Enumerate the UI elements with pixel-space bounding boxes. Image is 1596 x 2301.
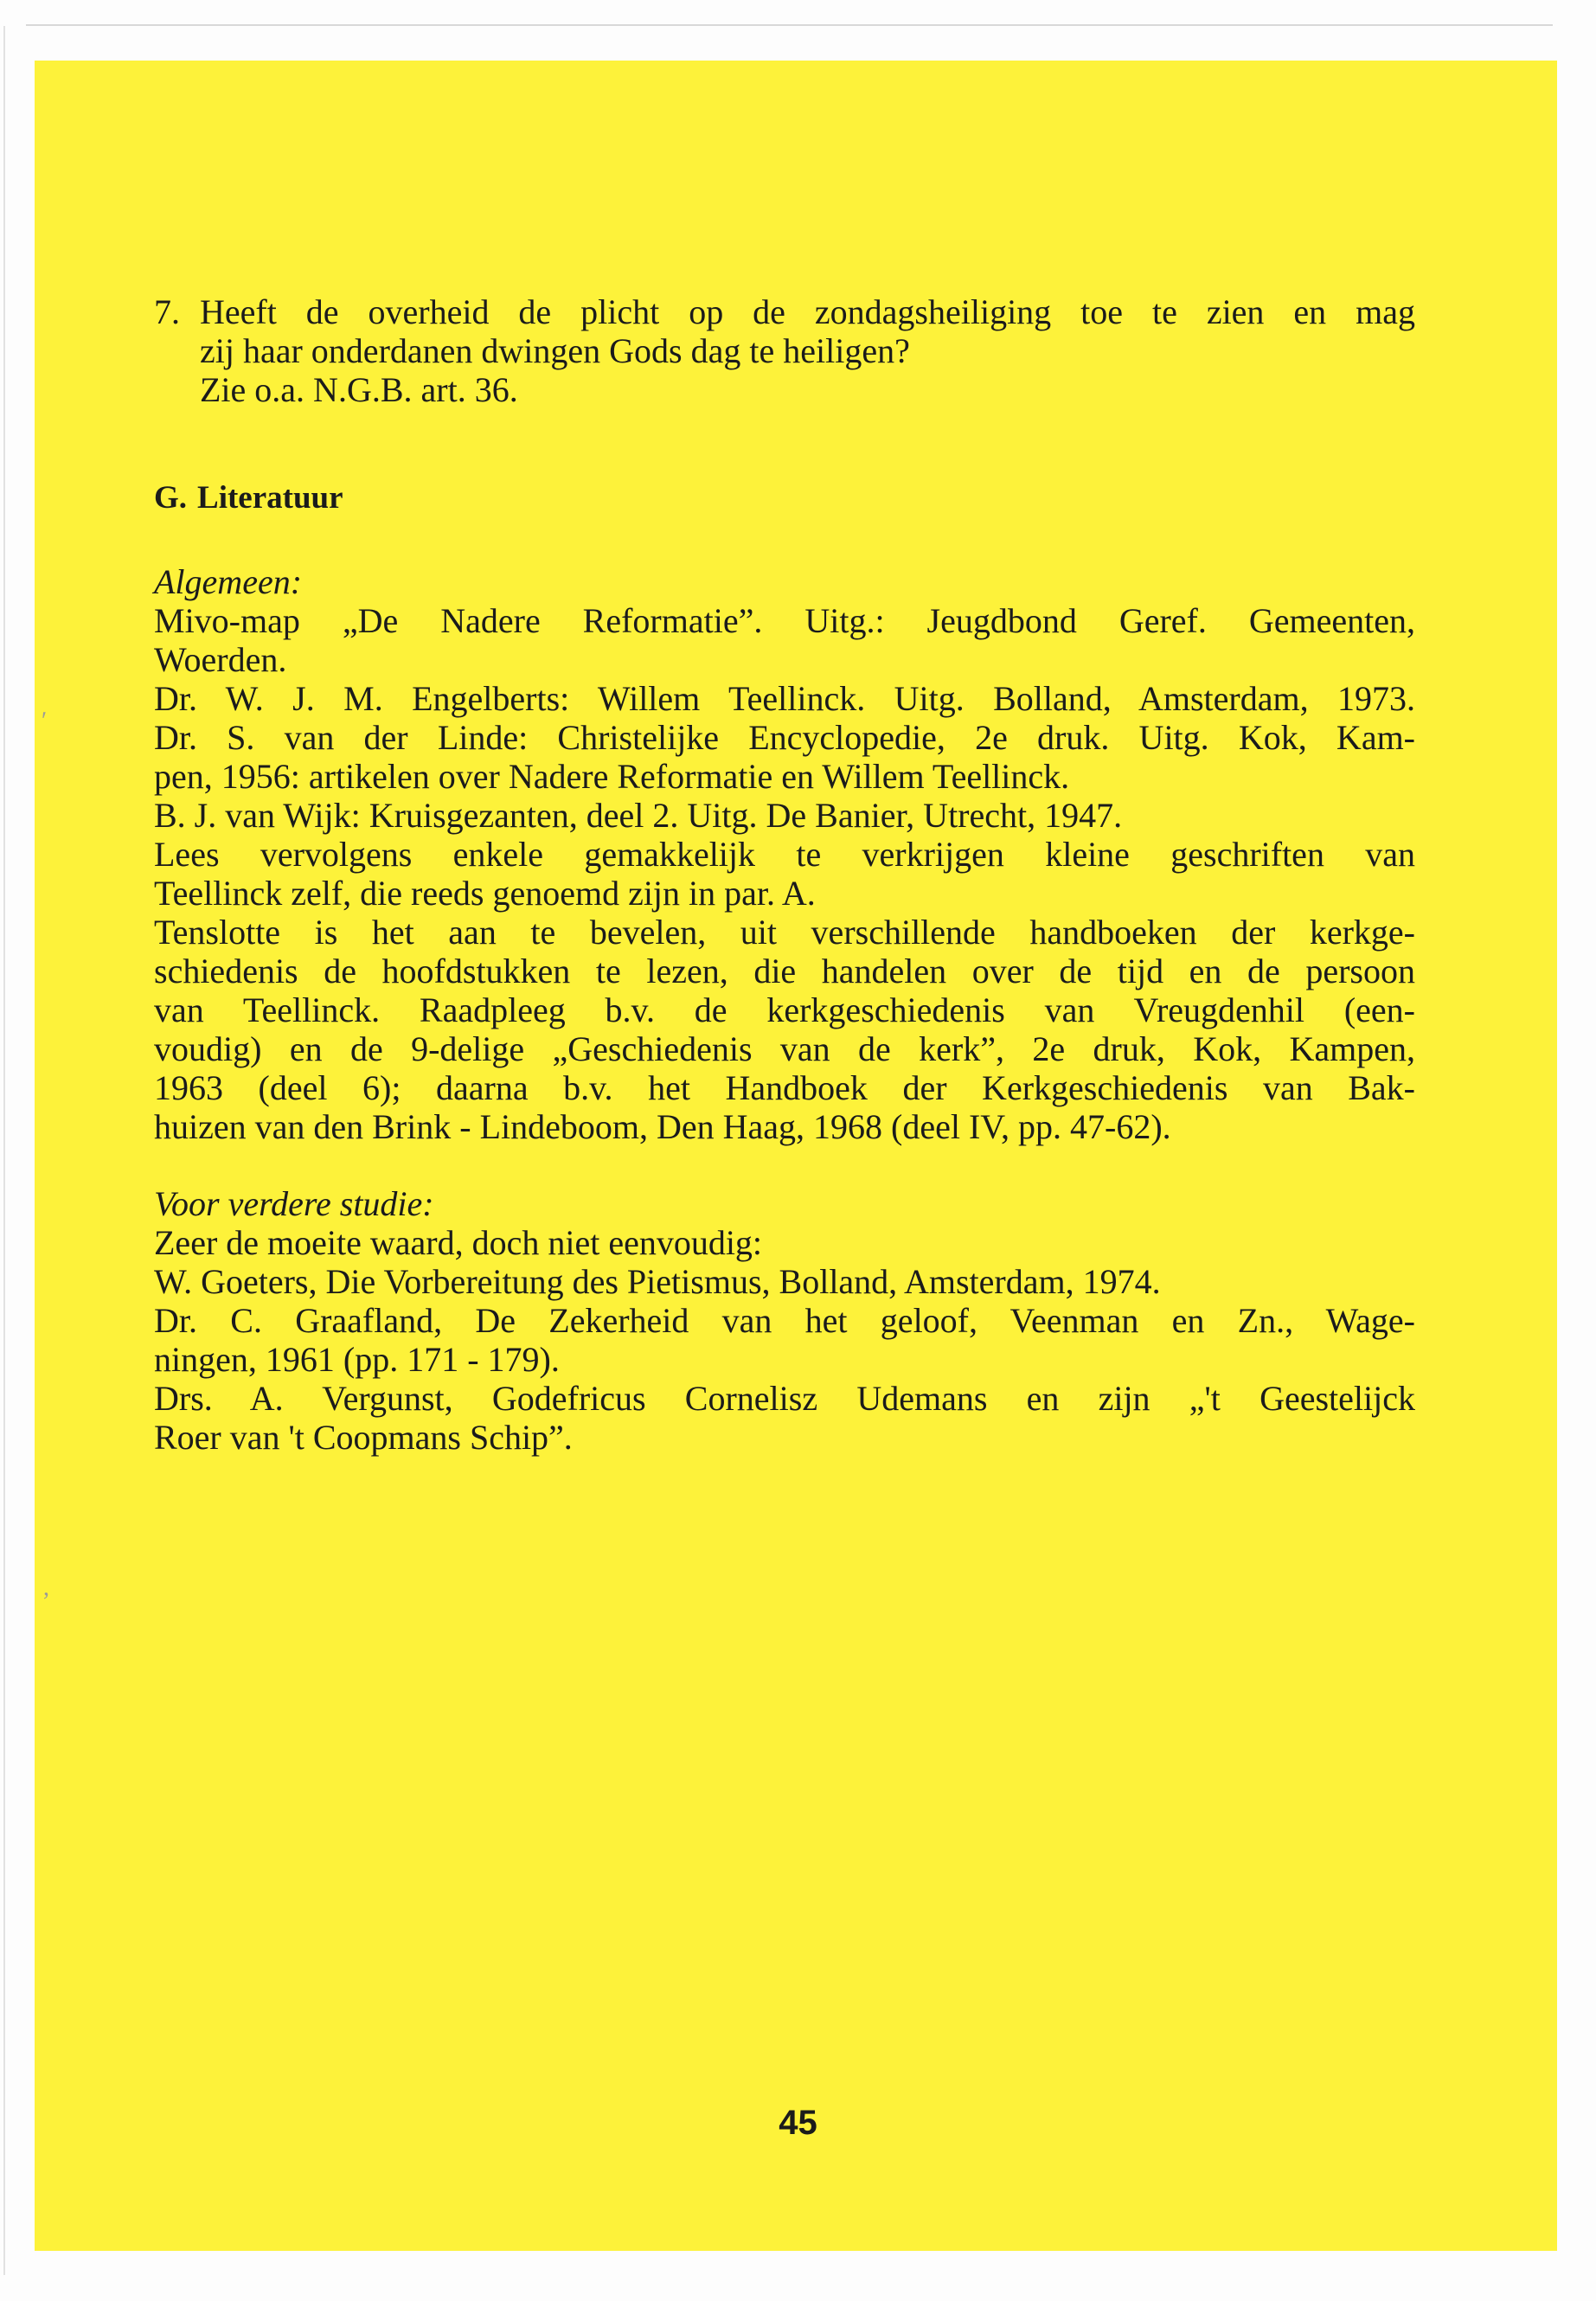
general-heading: Algemeen: — [154, 562, 303, 601]
literature-line: Lees vervolgens enkele gemakkelijk te verkrijgen kleine geschriften van — [154, 835, 1415, 874]
scan-speck-mark: ʹ — [42, 708, 48, 734]
literature-line: pen, 1956: artikelen over Nadere Reformatie en Willem Teellinck. — [154, 757, 1070, 796]
further-study-heading: Voor verdere studie: — [154, 1184, 434, 1223]
literature-line: van Teellinck. Raadpleeg b.v. de kerkgeschiedenis van Vreugdenhil (een- — [154, 990, 1415, 1029]
literature-line: Drs. A. Vergunst, Godefricus Cornelisz Udemans en zijn „'t Geestelijck — [154, 1379, 1415, 1418]
literature-line: Zeer de moeite waard, doch niet eenvoudig: — [154, 1223, 763, 1262]
literature-line: ningen, 1961 (pp. 171 - 179). — [154, 1340, 560, 1379]
further-literature — [154, 1223, 1415, 1457]
question-line: zij haar onderdanen dwingen Gods dag te heiligen? — [200, 331, 910, 370]
literature-line: Tenslotte is het aan te bevelen, uit verschillende handboeken der kerkge- — [154, 913, 1415, 952]
literature-line: voudig) en de 9-delige „Geschiedenis van de kerk”, 2e druk, Kok, Kampen, — [154, 1029, 1415, 1068]
literature-line: B. J. van Wijk: Kruisgezanten, deel 2. Uitg. De Banier, Utrecht, 1947. — [154, 796, 1123, 835]
literature-line: 1963 (deel 6); daarna b.v. het Handboek der Kerkgeschiedenis van Bak- — [154, 1068, 1415, 1107]
literature-line: huizen van den Brink - Lindeboom, Den Haag, 1968 (deel IV, pp. 47-62). — [154, 1107, 1171, 1146]
literature-line: Dr. S. van der Linde: Christelijke Encyclopedie, 2e druk. Uitg. Kok, Kam- — [154, 718, 1415, 757]
literature-line: schiedenis de hoofdstukken te lezen, die handelen over de tijd en de persoon — [154, 952, 1415, 990]
literature-line: W. Goeters, Die Vorbereitung des Pietismus, Bolland, Amsterdam, 1974. — [154, 1262, 1161, 1301]
question-reference: Zie o.a. N.G.B. art. 36. — [200, 370, 518, 409]
scan-edge-top — [26, 24, 1553, 26]
literature-line: Teellinck zelf, die reeds genoemd zijn in par. A. — [154, 874, 816, 913]
literature-line: Dr. C. Graafland, De Zekerheid van het geloof, Veenman en Zn., Wage- — [154, 1301, 1415, 1340]
section-letter: G. — [154, 480, 188, 516]
question-line: Heeft de overheid de plicht op de zondagsheiliging toe te zien en mag — [200, 292, 1415, 331]
literature-line: Dr. W. J. M. Engelberts: Willem Teellinck. Uitg. Bolland, Amsterdam, 1973. — [154, 679, 1415, 718]
question-text — [200, 292, 1415, 409]
study-question — [154, 292, 1415, 409]
page-number: 45 — [779, 2104, 817, 2142]
page-content — [154, 289, 1415, 1457]
scan-edge-left — [3, 26, 5, 2275]
section-heading — [154, 478, 1415, 517]
general-literature — [154, 601, 1415, 1146]
question-number: 7. — [154, 292, 180, 331]
literature-line: Woerden. — [154, 640, 287, 679]
literature-line: Roer van 't Coopmans Schip”. — [154, 1418, 573, 1457]
scan-speck-mark: , — [43, 1574, 49, 1601]
section-title: Literatuur — [197, 480, 343, 516]
literature-line: Mivo-map „De Nadere Reformatie”. Uitg.: Jeugdbond Geref. Gemeenten, — [154, 601, 1415, 640]
